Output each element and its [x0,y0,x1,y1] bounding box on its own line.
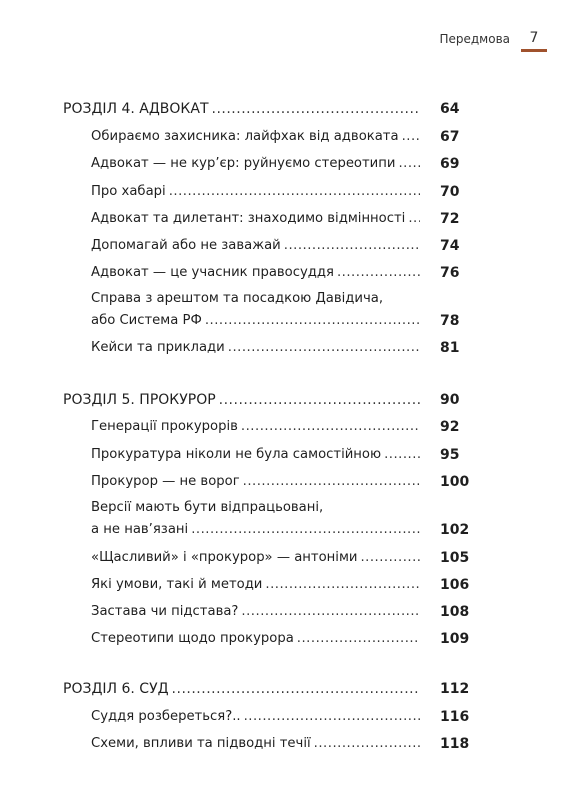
toc-page-number: 74 [440,238,460,254]
toc-dot-leader [228,340,420,356]
toc-dot-leader [219,392,420,408]
toc-entry[interactable] [91,550,420,566]
toc-page-number: 109 [440,631,470,647]
toc-dot-leader [172,681,420,697]
toc-entry-title: Адвокат — це учасник правосуддя [91,265,334,280]
toc-entry[interactable] [91,631,420,647]
toc-chapter-title: РОЗДІЛ 5. ПРОКУРОР [63,392,216,408]
toc-entry-title: Прокуратура ніколи не була самостійною [91,447,382,462]
toc-page-number: 112 [440,681,470,697]
toc-page-number: 76 [440,265,460,281]
toc-page-number: 72 [440,211,460,227]
toc-entry-title: Генерації прокурорів [91,419,238,434]
toc-entry[interactable] [91,419,420,435]
toc-dot-leader [297,631,420,647]
toc-entry-title: Про хабарі [91,184,166,199]
toc-dot-leader [284,238,420,254]
toc-dot-leader [241,604,420,620]
toc-entry-title: Кейси та приклади [91,340,225,355]
toc-entry-title-line1: Справа з арештом та посадкою Давідича, [91,291,384,306]
toc-entry-title: Які умови, такі й методи [91,577,263,592]
toc-entry-title: Схеми, впливи та підводні течії [91,736,311,751]
toc-page-number: 92 [440,419,460,435]
toc-dot-leader [169,184,420,200]
toc-chapter-title: РОЗДІЛ 4. АДВОКАТ [63,101,209,117]
toc-dot-leader [191,522,420,538]
toc-page-number: 81 [440,340,460,356]
toc-entry-line [91,500,420,516]
toc-dot-leader [244,709,420,725]
toc-entry[interactable] [91,736,420,752]
toc-entry-title: Стереотипи щодо прокурора [91,631,294,646]
toc-page-number: 64 [440,101,460,117]
toc-entry[interactable] [91,340,420,356]
toc-chapter[interactable] [63,101,420,117]
toc-entry-title: Суддя розбереться?.. [91,709,241,724]
toc-page-number: 95 [440,447,460,463]
toc-entry[interactable] [91,184,420,200]
toc-entry[interactable] [91,604,420,620]
toc-page-number: 108 [440,604,470,620]
toc-entry-title: або Система РФ [91,313,202,328]
toc-entry[interactable] [91,447,420,463]
toc-entry-title: а не нав’язані [91,522,189,537]
toc-dot-leader [360,550,420,566]
toc-dot-leader [384,447,420,463]
toc-entry[interactable] [91,156,420,172]
toc-chapter-title: РОЗДІЛ 6. СУД [63,681,169,697]
toc-dot-leader [241,419,420,435]
toc-dot-leader [265,577,420,593]
toc-page-number: 116 [440,709,470,725]
toc-dot-leader [408,211,420,227]
toc-entry-title: Допомагай або не заважай [91,238,281,253]
toc-entry-title: Адвокат — не кур’єр: руйнуємо стереотипи [91,156,396,171]
toc-page-number: 69 [440,156,460,172]
running-header-section: Передмова [439,32,510,46]
toc-page-number: 118 [440,736,470,752]
toc-page-number: 100 [440,474,470,490]
toc-dot-leader [402,129,420,145]
toc-dot-leader [314,736,420,752]
toc-page-number: 78 [440,313,460,329]
toc-entry[interactable] [91,577,420,593]
toc-entry[interactable] [91,709,420,725]
toc-dot-leader [205,313,420,329]
toc-page-number: 105 [440,550,470,566]
toc-entry-title: Обираємо захисника: лайфхак від адвоката [91,129,399,144]
toc-entry-title: Застава чи підстава? [91,604,239,619]
toc-page-number: 102 [440,522,470,538]
toc-entry[interactable] [91,129,420,145]
toc-entry[interactable] [91,474,420,490]
toc-chapter[interactable] [63,681,420,697]
page-number-text: 7 [529,30,539,46]
toc-entry[interactable] [91,211,420,227]
toc-dot-leader [212,101,421,117]
toc-entry[interactable] [91,313,420,329]
toc-entry-line [91,291,420,307]
toc-entry-title: «Щасливий» і «прокурор» — антоніми [91,550,358,565]
toc-page-number: 106 [440,577,470,593]
toc-entry-title: Адвокат та дилетант: знаходимо відмінності [91,211,406,226]
toc-entry-title-line1: Версії мають бути відпрацьовані, [91,500,324,515]
toc-dot-leader [243,474,420,490]
toc-page-number: 67 [440,129,460,145]
toc-entry[interactable] [91,522,420,538]
toc-chapter[interactable] [63,392,420,408]
toc-entry-title: Прокурор — не ворог [91,474,240,489]
toc-page-number: 90 [440,392,460,408]
toc-page-number: 70 [440,184,460,200]
toc-entry[interactable] [91,238,420,254]
toc-dot-leader [337,265,420,281]
toc-dot-leader [398,156,420,172]
toc-entry[interactable] [91,265,420,281]
